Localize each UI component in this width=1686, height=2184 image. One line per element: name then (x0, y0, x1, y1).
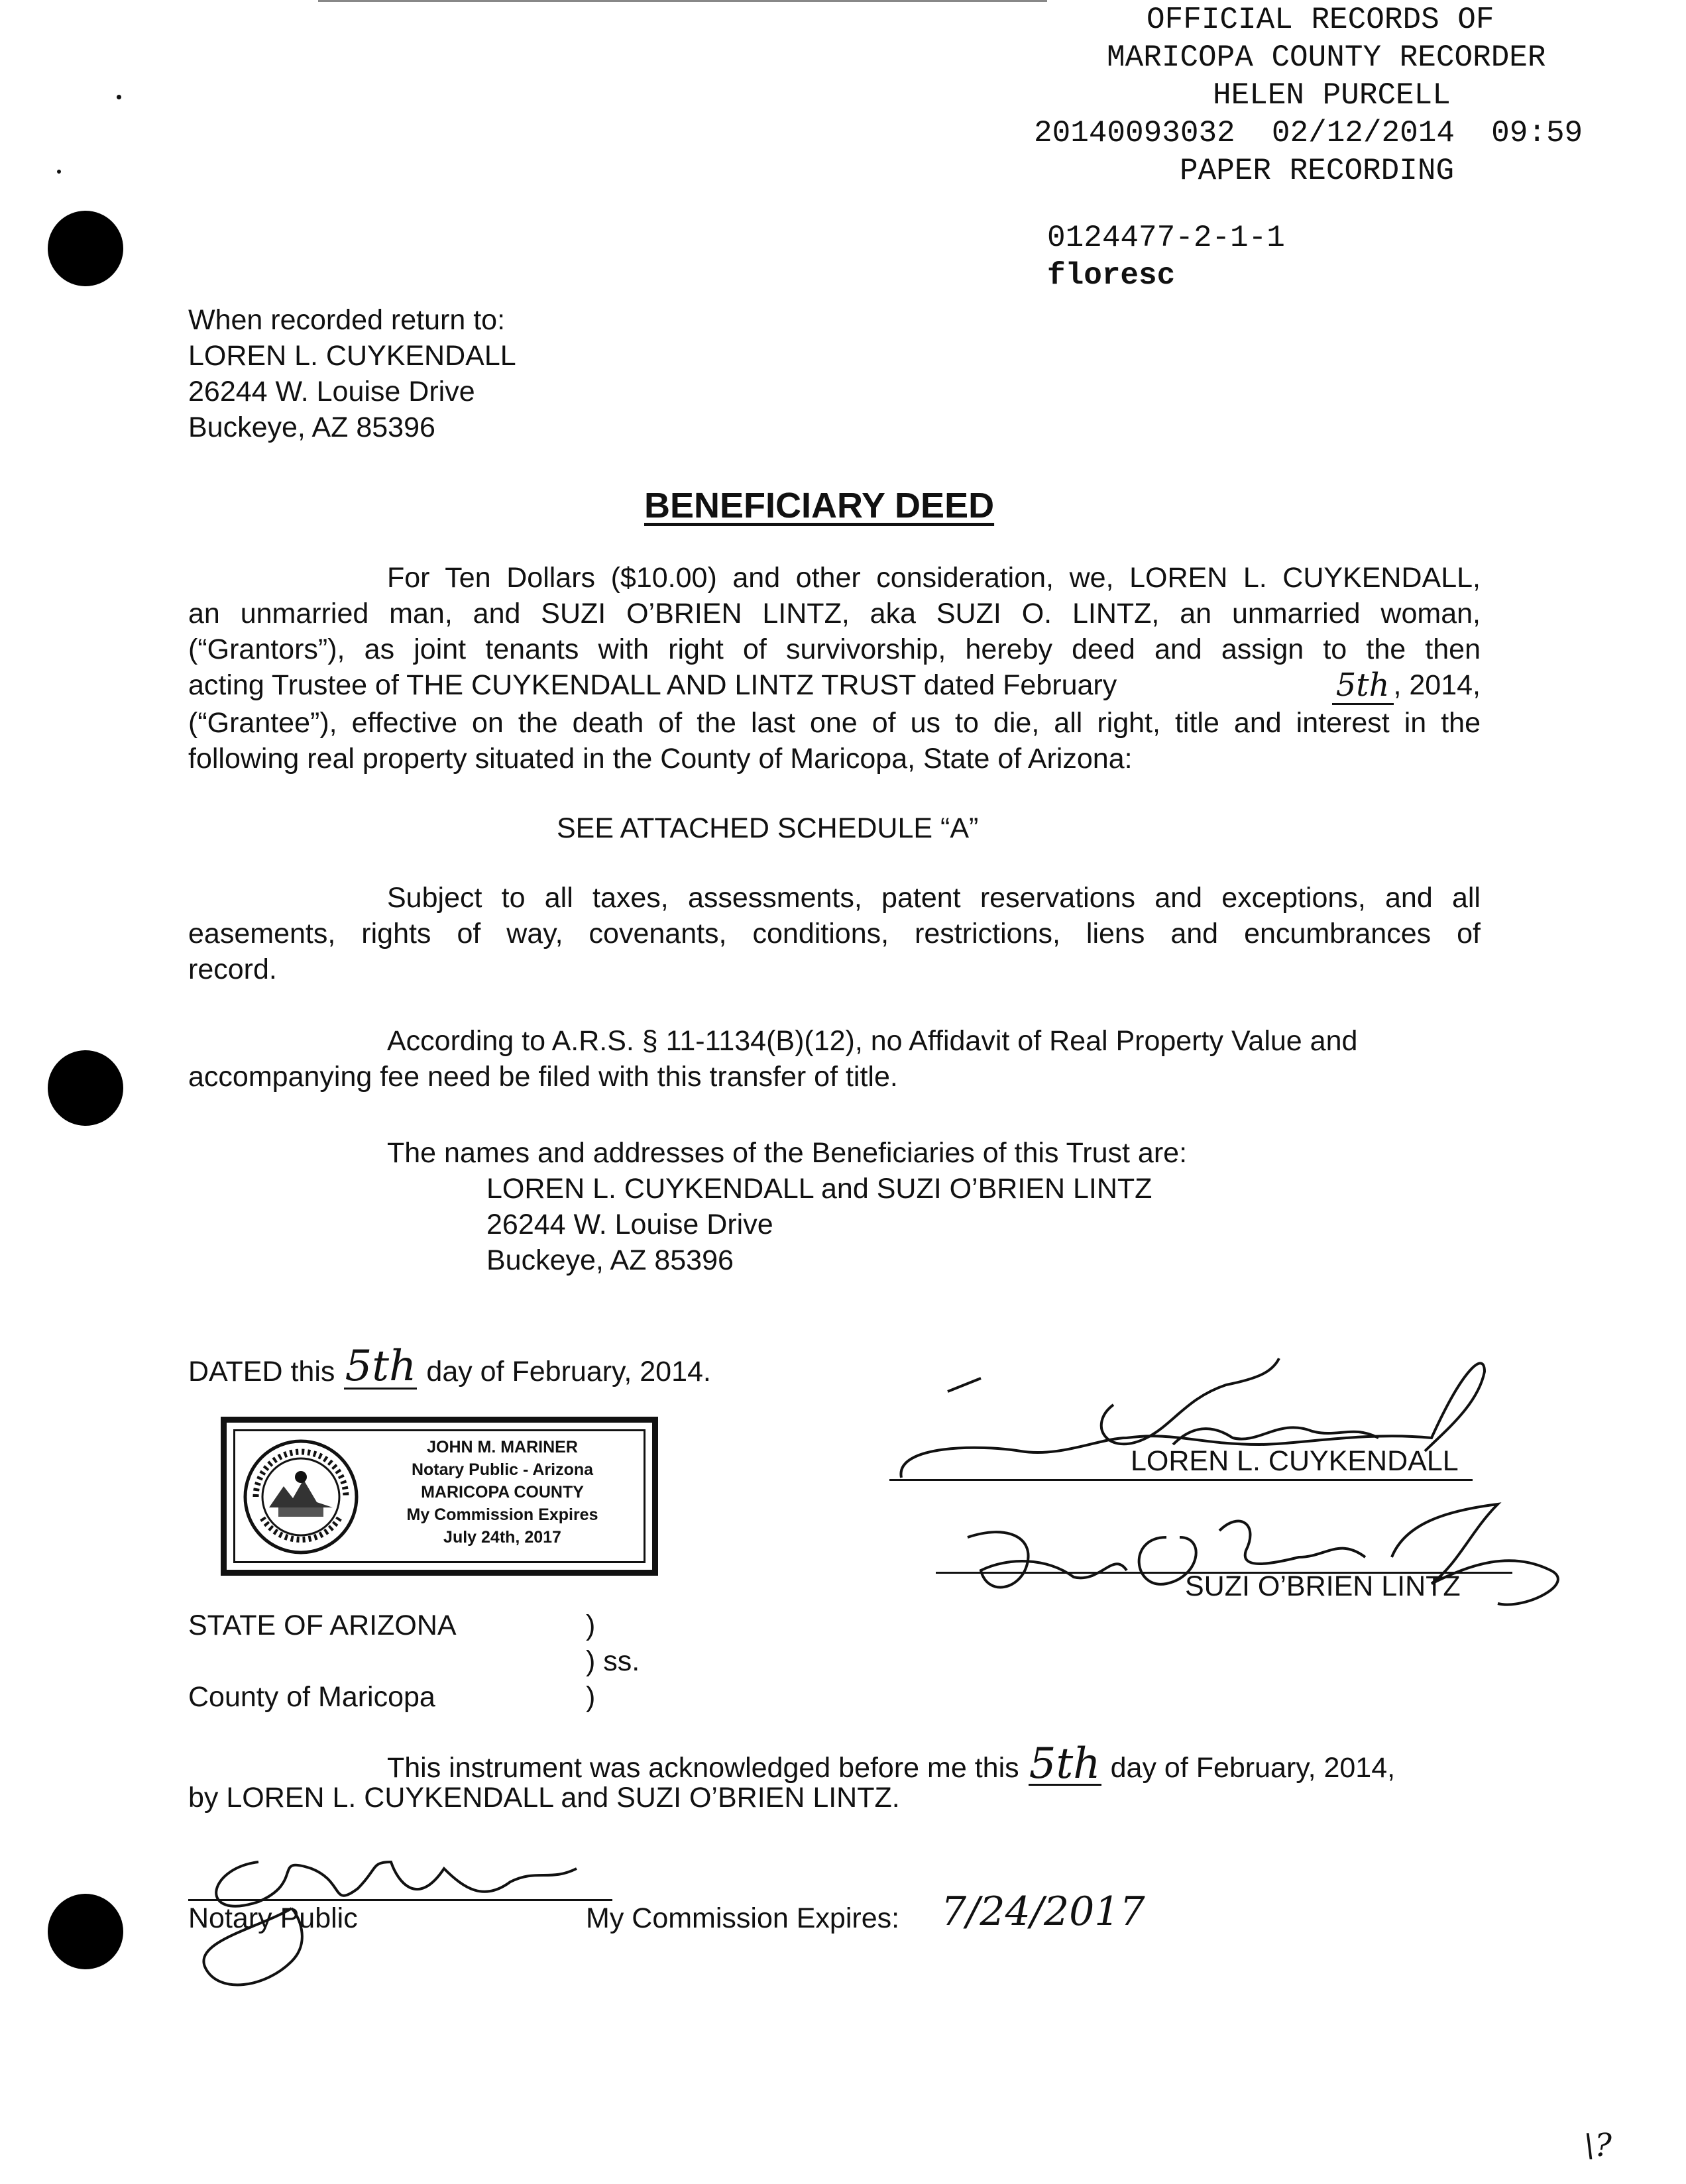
trust-year: , 2014, (1393, 669, 1481, 701)
recorder-line-1: OFFICIAL RECORDS OF (1147, 3, 1494, 37)
scan-top-rule (318, 0, 1047, 2)
commission-date-handwritten: 7/24/2017 (941, 1888, 1145, 1935)
subject-line-2: easements, rights of way, covenants, conditions, restrictions, liens and encumbrances of (188, 918, 1481, 950)
schedule-reference: SEE ATTACHED SCHEDULE “A” (557, 812, 979, 844)
stamp-commission-date: July 24th, 2017 (443, 1528, 561, 1547)
return-street: 26244 W. Louise Drive (188, 376, 475, 408)
dated-day-handwritten: 5th (345, 1342, 417, 1391)
grant-paragraph (188, 560, 1481, 777)
subject-to-paragraph (188, 880, 1481, 987)
acknowledgment-line-2: by LOREN L. CUYKENDALL and SUZI O’BRIEN LINTZ. (188, 1782, 900, 1814)
notary-public-label: Notary Public (188, 1902, 358, 1934)
beneficiaries-street: 26244 W. Louise Drive (486, 1209, 773, 1240)
venue-state: STATE OF ARIZONA (188, 1610, 457, 1641)
venue-paren-1: ) (586, 1610, 596, 1641)
recorder-clerk: floresc (1047, 258, 1176, 293)
recording-time: 09:59 (1491, 116, 1583, 150)
beneficiaries-names: LOREN L. CUYKENDALL and SUZI O’BRIEN LINTZ (486, 1173, 1152, 1205)
acknowledgment-day-handwritten: 5th (1029, 1739, 1101, 1788)
punch-hole-bottom (48, 1894, 123, 1969)
punch-hole-top (48, 211, 123, 286)
recorder-line-3: HELEN PURCELL (1213, 78, 1451, 113)
signature-line-1 (889, 1479, 1473, 1481)
return-label: When recorded return to: (188, 304, 506, 336)
recording-type: PAPER RECORDING (1180, 154, 1455, 188)
page-mark-handwritten: \? (1584, 2127, 1612, 2164)
beneficiaries-intro: The names and addresses of the Beneficiaries of this Trust are: (387, 1137, 1188, 1169)
recorder-line-4 (1034, 115, 1663, 152)
notary-stamp-text (366, 1436, 639, 1549)
grant-line-5: (“Grantee”), effective on the death of the last one of us to die, all right, title and interest in the (188, 707, 1481, 739)
recorder-line-2: MARICOPA COUNTY RECORDER (1107, 40, 1546, 75)
beneficiaries-block (387, 1135, 1187, 1278)
acknowledgment-suffix: day of February, 2014, (1110, 1752, 1396, 1784)
venue-paren-3: ) (586, 1681, 596, 1713)
venue-ss: ) ss. (586, 1645, 640, 1677)
stamp-county: MARICOPA COUNTY (421, 1483, 584, 1502)
scan-speck (117, 95, 121, 99)
affidavit-line-2: accompanying fee need be filed with this transfer of title. (188, 1061, 898, 1093)
recording-number: 20140093032 (1034, 116, 1235, 150)
subject-line-3: record. (188, 954, 277, 985)
grant-line-2: an unmarried man, and SUZI O’BRIEN LINTZ, aka SUZI O. LINTZ, an unmarried woman, (188, 598, 1481, 629)
punch-hole-middle (48, 1050, 123, 1126)
recorder-block (1034, 1, 1663, 295)
grant-line-3: (“Grantors”), as joint tenants with right of survivorship, hereby deed and assign to the then (188, 633, 1481, 665)
beneficiaries-city: Buckeye, AZ 85396 (486, 1244, 734, 1276)
dated-label: DATED this (188, 1356, 335, 1388)
grant-line-4 (188, 667, 1481, 705)
return-address (188, 302, 516, 445)
dated-suffix: day of February, 2014. (426, 1356, 711, 1388)
stamp-commission-label: My Commission Expires (406, 1505, 598, 1524)
scan-speck (57, 170, 61, 174)
venue-county: County of Maricopa (188, 1681, 435, 1713)
grant-line-6: following real property situated in the County of Maricopa, State of Arizona: (188, 743, 1133, 775)
document-title: BENEFICIARY DEED (644, 486, 995, 525)
stamp-notary-name: JOHN M. MARINER (427, 1438, 578, 1456)
affidavit-line-1: According to A.R.S. § 11-1134(B)(12), no Affidavit of Real Property Value and (387, 1025, 1358, 1057)
state-seal-icon (243, 1439, 359, 1555)
commission-expires-label: My Commission Expires: (586, 1902, 900, 1934)
recording-date: 02/12/2014 (1271, 116, 1455, 150)
grant-line-4-text: acting Trustee of THE CUYKENDALL AND LINTZ TRUST dated February (188, 669, 1117, 701)
stamp-notary-title: Notary Public - Arizona (411, 1460, 594, 1479)
subject-line-1: Subject to all taxes, assessments, patent reservations and exceptions, and all (387, 882, 1481, 914)
notary-stamp (221, 1417, 658, 1576)
signer-2-name: SUZI O’BRIEN LINTZ (1185, 1570, 1461, 1602)
dated-line (188, 1342, 711, 1391)
return-name: LOREN L. CUYKENDALL (188, 340, 516, 372)
acknowledgment-text: This instrument was acknowledged before me this (387, 1752, 1019, 1784)
grant-line-1: For Ten Dollars ($10.00) and other consideration, we, LOREN L. CUYKENDALL, (387, 562, 1481, 594)
signer-1-name: LOREN L. CUYKENDALL (1131, 1445, 1459, 1477)
return-city: Buckeye, AZ 85396 (188, 411, 435, 443)
affidavit-paragraph (188, 1023, 1481, 1095)
recorder-file-code: 0124477-2-1-1 (1047, 221, 1285, 255)
trust-day-handwritten: 5th (1332, 667, 1394, 705)
